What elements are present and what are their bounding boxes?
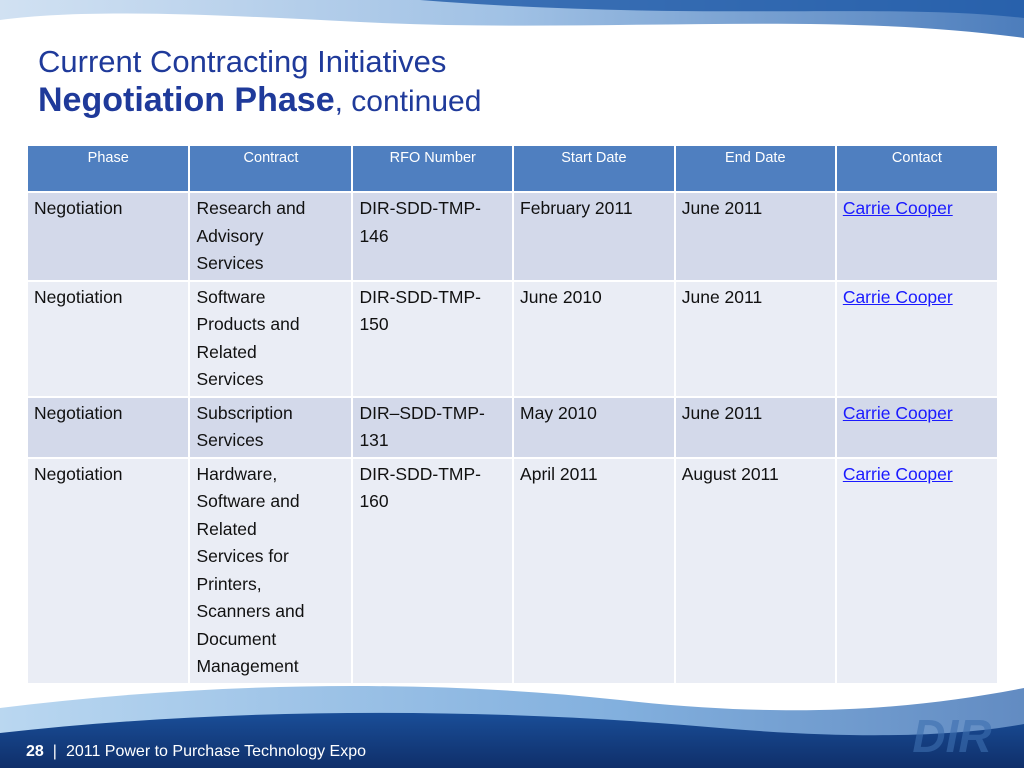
rfo-line: 150 [359,314,389,334]
logo-text: DIR [912,712,992,760]
cell-rfo [352,192,513,281]
slide-title [38,44,481,122]
contract-line: Services [196,430,264,450]
contract-line: Services for [196,546,289,566]
cell-rfo [352,458,513,684]
contract-line: Advisory [196,225,264,246]
contract-line: Subscription [196,402,293,423]
contract-line: Research and [196,198,306,218]
cell-contract [189,397,352,458]
contract-line: Scanners and [196,601,305,621]
table-row [27,458,998,684]
cell-contract [189,192,352,281]
table-header-row [27,145,998,192]
header-start-date: Start Date [513,145,675,192]
cell-start-date: February 2011 [513,192,675,281]
rfo-line: DIR–SDD-TMP- [359,402,485,423]
header-contract: Contract [189,145,352,192]
contract-line: Services [196,253,264,273]
cell-end-date: June 2011 [675,397,836,458]
cell-rfo [352,397,513,458]
rfo-line: 146 [359,225,389,246]
contact-link[interactable]: Carrie Cooper [836,397,998,458]
contract-line: Related [196,518,257,539]
contracts-table [26,144,999,685]
footer-separator: | [52,743,57,760]
cell-end-date: June 2011 [675,192,836,281]
contact-link[interactable]: Carrie Cooper [836,458,998,684]
contract-line: Products and [196,314,300,334]
footer [26,743,366,761]
rfo-line: 131 [359,430,389,450]
cell-rfo [352,281,513,397]
cell-start-date: May 2010 [513,397,675,458]
header-contact: Contact [836,145,998,192]
contract-line: Services [196,369,264,389]
title-sub [38,80,481,122]
cell-start-date: June 2010 [513,281,675,397]
table-row [27,281,998,397]
dir-logo [902,712,1002,760]
page-number: 28 [26,743,44,760]
cell-phase: Negotiation [27,397,189,458]
contract-line: Related [196,341,257,362]
cell-end-date: August 2011 [675,458,836,684]
contract-line: Software and [196,491,300,511]
table-row [27,192,998,281]
footer-event: 2011 Power to Purchase Technology Expo [65,743,366,760]
cell-start-date: April 2011 [513,458,675,684]
title-sub-rest: , continued [334,85,482,118]
contract-line: Printers, [196,573,262,594]
header-end-date: End Date [675,145,836,192]
contract-line: Software [196,286,266,307]
title-main: Current Contracting Initiatives [38,44,447,79]
rfo-line: DIR-SDD-TMP- [359,286,481,307]
header-rfo-number: RFO Number [352,145,513,192]
contact-link[interactable]: Carrie Cooper [836,281,998,397]
cell-phase: Negotiation [27,192,189,281]
header-phase: Phase [27,145,189,192]
cell-phase: Negotiation [27,281,189,397]
cell-phase: Negotiation [27,458,189,684]
contract-line: Document [196,628,277,649]
contract-line: Hardware, [196,463,278,484]
rfo-line: DIR-SDD-TMP- [359,198,481,218]
contract-line: Management [196,656,299,676]
rfo-line: 160 [359,491,389,511]
rfo-line: DIR-SDD-TMP- [359,463,481,484]
cell-contract [189,281,352,397]
cell-contract [189,458,352,684]
table-row [27,397,998,458]
title-sub-bold: Negotiation Phase [38,81,335,119]
cell-end-date: June 2011 [675,281,836,397]
contact-link[interactable]: Carrie Cooper [836,192,998,281]
